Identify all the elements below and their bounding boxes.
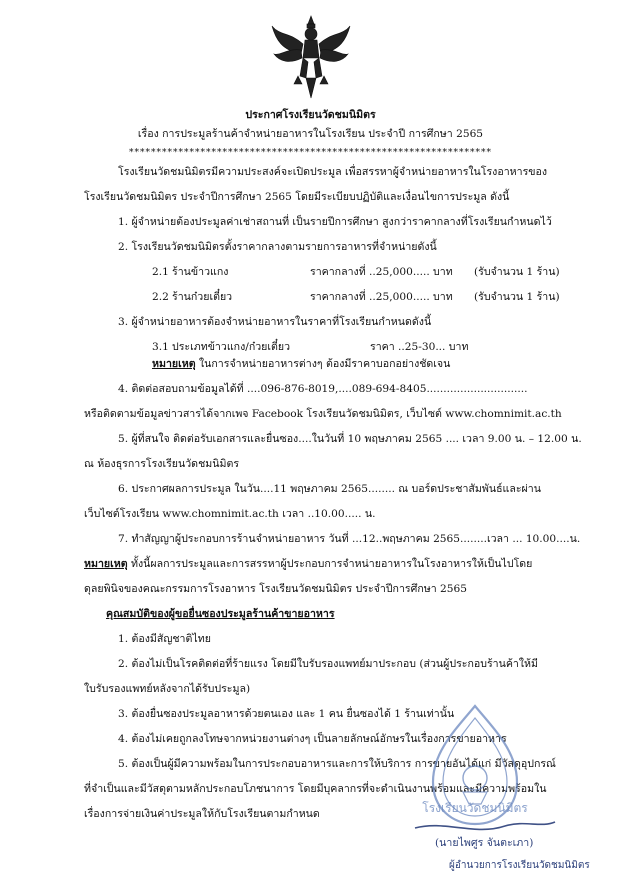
note-label: หมายเหตุ (152, 358, 196, 370)
note-text: ทั้งนี้ผลการประมูลและการสรรหาผู้ประกอบการจำหน่ายอาหารในโรงอาหารให้เป็นไปโดย (127, 558, 533, 570)
item-5-location: ณ ห้องธุรการโรงเรียนวัดชมนิมิตร (84, 458, 240, 470)
separator-stars: ****************************************************************** (129, 148, 492, 158)
item-1: 1. ผู้จำหน่ายต้องประมูลค่าเช่าสถานที่ เป็นรายปีการศึกษา สูงกว่าราคากลางที่โรงเรียนกำหนดไว้ (118, 216, 552, 228)
qualification-3: 3. ต้องยื่นซองประมูลอาหารด้วยตนเอง และ 1 คน ยื่นซองได้ 1 ร้านเท่านั้น (118, 708, 455, 720)
item-7: 7. ทำสัญญาผู้ประกอบการร้านจำหน่ายอาหาร วันที่ ...12..พฤษภาคม 2565........เวลา ... 10.00....น. (118, 533, 581, 545)
item-6-website: เว็บไซต์โรงเรียน www.chomnimit.ac.th เวลา ..10.00..... น. (84, 508, 376, 520)
item-4-contact: หรือติดตามข้อมูลข่าวสารได้จากเพจ Facebook โรงเรียนวัดชมนิมิตร, เว็บไซต์ www.chomnimit.ac.th (84, 408, 562, 420)
row-number: 3.1 (152, 341, 169, 353)
qualification-5-continued-1: ที่จำเป็นและมีวัสดุตามหลักประกอบโภชนาการ โดยมีบุคลากรที่จะดำเนินงานพร้อมและมีความพร้อมใน (84, 783, 547, 795)
item-5: 5. ผู้ที่สนใจ ติดต่อรับเอกสารและยื่นซอง....ในวันที่ 10 พฤษภาคม 2565 .... เวลา 9.00 น. – 12.00 น. (118, 433, 582, 445)
qualification-2-continued: ใบรับรองแพทย์หลังจากได้รับประมูล) (84, 683, 251, 695)
qualification-4: 4. ต้องไม่เคยถูกลงโทษจากหน่วยงานต่างๆ เป็นลายลักษณ์อักษรในเรื่องการขายอาหาร (118, 733, 507, 745)
shop-name: ร้านก๋วยเตี๋ยว (172, 291, 233, 303)
note-1 (152, 359, 450, 370)
intro-line-2: โรงเรียนวัดชมนิมิตร ประจำปีการศึกษา 2565 โดยมีระเบียบปฏิบัติและเงื่อนไขการประมูล ดังนี้ (84, 191, 510, 203)
signatory-position: ผู้อำนวยการโรงเรียนวัดชมนิมิตร (449, 860, 590, 871)
food-type: ประเภทข้าวแกง/ก๋วยเตี๋ยว (172, 341, 291, 353)
item-3: 3. ผู้จำหน่ายอาหารต้องจำหน่ายอาหารในราคาที่โรงเรียนกำหนดดังนี้ (118, 316, 432, 328)
announcement-title: ประกาศโรงเรียนวัดชมนิมิตร (245, 109, 376, 121)
item-6: 6. ประกาศผลการประมูล ในวัน....11 พฤษภาคม 2565........ ณ บอร์ดประชาสัมพันธ์และผ่าน (118, 483, 541, 495)
signatory-name: (นายไพศูร จันตะเภา) (435, 837, 534, 849)
base-price: ราคากลางที่ ..25,000..... บาท (310, 291, 453, 303)
shop-quota: (รับจำนวน 1 ร้าน) (474, 266, 560, 278)
qualification-2: 2. ต้องไม่เป็นโรคติดต่อที่ร้ายแรง โดยมีใบรับรองแพทย์มาประกอบ (ส่วนผู้ประกอบร้านค้าให้มี (118, 658, 539, 670)
announcement-subject: เรื่อง การประมูลร้านค้าจำหน่ายอาหารในโรงเรียน ประจำปี การศึกษา 2565 (137, 128, 484, 140)
note-2-continued: ดุลยพินิจของคณะกรรมการโรงอาหาร โรงเรียนวัดชมนิมิตร ประจำปีการศึกษา 2565 (84, 583, 467, 595)
food-price: ราคา ..25-30... บาท (370, 341, 469, 353)
school-stamp-icon (385, 700, 565, 850)
row-number: 2.2 (152, 291, 169, 303)
qualification-5: 5. ต้องเป็นผู้มีความพร้อมในการประกอบอาหารและการให้บริการ การขายอันได้แก่ มีวัสดุอุปกรณ์ (118, 758, 556, 770)
item-4: 4. ติดต่อสอบถามข้อมูลได้ที่ ....096-876-8019,....089-694-8405.............................. (118, 383, 528, 395)
intro-line-1: โรงเรียนวัดชมนิมิตรมีความประสงค์จะเปิดประมูล เพื่อสรรหาผู้จำหน่ายอาหารในโรงอาหารของ (118, 166, 548, 178)
item-2: 2. โรงเรียนวัดชมนิมิตรตั้งราคากลางตามรายการอาหารที่จำหน่ายดังนี้ (118, 241, 437, 253)
note-2 (84, 559, 532, 570)
qualification-5-continued-2: เรื่องการจ่ายเงินค่าประมูลให้กับโรงเรียนตามกำหนด (84, 808, 320, 820)
base-price: ราคากลางที่ ..25,000..... บาท (310, 266, 453, 278)
row-number: 2.1 (152, 266, 169, 278)
stamp-text: โรงเรียนวัดชมนิมิตร (422, 801, 528, 815)
garuda-emblem-icon (270, 14, 352, 102)
qualifications-heading: คุณสมบัติของผู้ขอยื่นซองประมูลร้านค้าขายอาหาร (106, 608, 335, 620)
note-label: หมายเหตุ (84, 558, 128, 570)
note-text: ในการจำหน่ายอาหารต่างๆ ต้องมีราคาบอกอย่างชัดเจน (195, 358, 451, 370)
shop-quota: (รับจำนวน 1 ร้าน) (474, 291, 560, 303)
shop-name: ร้านข้าวแกง (172, 266, 229, 278)
qualification-1: 1. ต้องมีสัญชาติไทย (118, 633, 211, 645)
